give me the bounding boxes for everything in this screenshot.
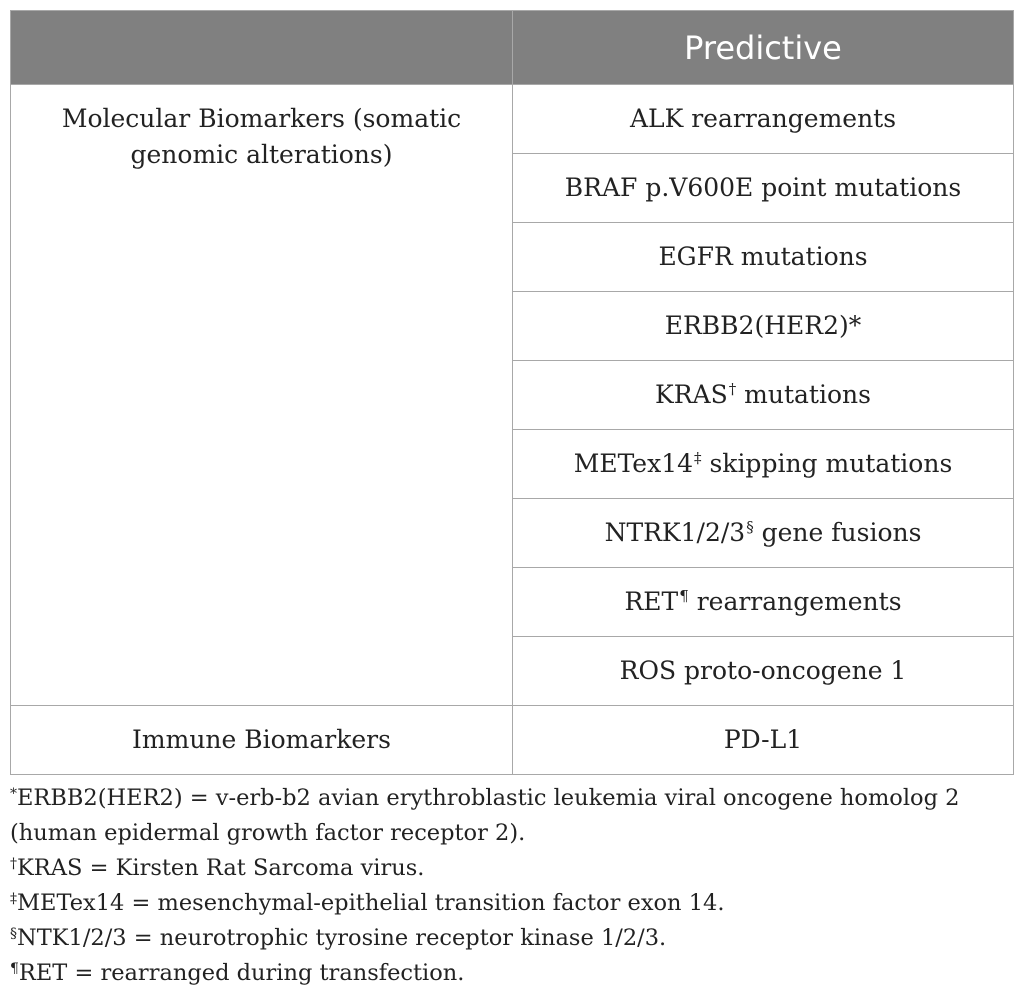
footnote xyxy=(10,956,1022,991)
group-label-text: Immune Biomarkers xyxy=(132,725,391,754)
footnote-mark: ‡ xyxy=(10,891,17,907)
footnote-mark: † xyxy=(10,856,17,872)
footnote-marker: § xyxy=(746,518,754,536)
biomarker-text: PD-L1 xyxy=(723,725,803,754)
biomarker-text-suffix: skipping mutations xyxy=(701,449,953,478)
biomarker-text-suffix: mutations xyxy=(736,380,871,409)
biomarker-cell xyxy=(513,568,1014,637)
footnote-text: METex14 = mesenchymal-epithelial transition factor exon 14. xyxy=(17,890,725,916)
group-label-text: Molecular Biomarkers (somatic genomic alterations) xyxy=(61,104,462,169)
footnote xyxy=(10,921,1022,956)
biomarker-text: ROS proto-oncogene 1 xyxy=(619,656,907,685)
footnote-mark: * xyxy=(10,786,17,802)
biomarker-cell xyxy=(513,361,1014,430)
header-empty-cell xyxy=(11,11,513,85)
footnote xyxy=(10,886,1022,921)
biomarker-cell xyxy=(513,499,1014,568)
biomarker-text: KRAS xyxy=(655,380,728,409)
footnote xyxy=(10,781,1022,851)
footnote-marker: † xyxy=(728,380,737,398)
table-row xyxy=(11,85,1014,154)
biomarker-cell xyxy=(513,154,1014,223)
footnote-text: KRAS = Kirsten Rat Sarcoma virus. xyxy=(17,855,425,881)
header-predictive: Predictive xyxy=(513,11,1014,85)
footnote-mark: ¶ xyxy=(10,961,19,977)
biomarker-text-suffix: gene fusions xyxy=(753,518,922,547)
biomarker-cell xyxy=(513,223,1014,292)
biomarker-cell xyxy=(513,430,1014,499)
table-wrapper xyxy=(10,10,1015,991)
biomarker-text-suffix: rearrangements xyxy=(688,587,902,616)
group-label-immune xyxy=(11,706,513,775)
biomarker-text: ERBB2(HER2)* xyxy=(664,311,862,340)
footnote-marker: ¶ xyxy=(679,587,689,605)
group-label-molecular xyxy=(11,85,513,706)
footnote-text: NTK1/2/3 = neurotrophic tyrosine receptor kinase 1/2/3. xyxy=(17,925,667,951)
biomarker-cell xyxy=(513,706,1014,775)
footnotes xyxy=(10,781,1022,991)
biomarker-cell xyxy=(513,85,1014,154)
biomarker-text: ALK rearrangements xyxy=(629,104,897,133)
footnote-text: ERBB2(HER2) = v-erb-b2 avian erythroblastic leukemia viral oncogene homolog 2 (human epidermal growth factor receptor 2). xyxy=(10,785,960,846)
header-row xyxy=(11,11,1014,85)
biomarker-cell xyxy=(513,292,1014,361)
biomarker-text: NTRK1/2/3 xyxy=(604,518,746,547)
biomarker-text: BRAF p.V600E point mutations xyxy=(564,173,962,202)
footnote xyxy=(10,851,1022,886)
biomarker-table xyxy=(10,10,1014,775)
table-row xyxy=(11,706,1014,775)
biomarker-text: METex14 xyxy=(573,449,694,478)
footnote-mark: § xyxy=(10,926,17,942)
footnote-marker: ‡ xyxy=(694,449,702,467)
biomarker-text: EGFR mutations xyxy=(658,242,868,271)
biomarker-cell xyxy=(513,637,1014,706)
biomarker-text: RET xyxy=(624,587,679,616)
footnote-text: RET = rearranged during transfection. xyxy=(18,960,465,986)
